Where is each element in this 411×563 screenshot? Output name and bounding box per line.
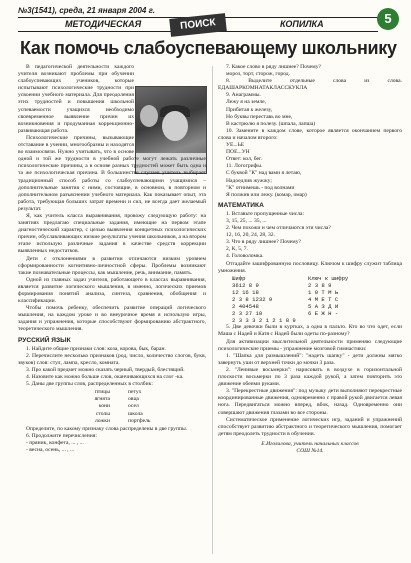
author-school: СОШ №14.: [296, 447, 324, 454]
task-item: 6. Продолжите перечисления:: [26, 432, 97, 439]
article-title: Как помочь слабоуспевающему школьнику: [20, 38, 397, 58]
task-item: 7. Какое слово в ряду лишнее? Почему?: [226, 64, 321, 70]
verse-line: "К" отнимешь - под волнами: [226, 184, 295, 191]
page-number-badge: 5: [377, 8, 399, 30]
cipher-header-row: [218, 275, 402, 282]
newspaper-logo: ПОИСК: [169, 13, 227, 37]
table-cell: птицы: [94, 389, 110, 396]
task-item: 10. Замените в каждом слове, которое является окончанием первого слова и началом второго:: [218, 127, 402, 141]
table-row: [218, 296, 402, 303]
table-cell: кони: [98, 403, 110, 410]
table-row: [218, 282, 402, 289]
task-item: ПОЕ...УН: [226, 149, 250, 156]
newspaper-page: [10, 4, 405, 556]
task-item: 2. Чем похожи и чем отличаются эти числа?: [226, 225, 331, 232]
page-header: [10, 4, 405, 36]
task-item: 3. Что в ряду лишнее? Почему?: [226, 239, 301, 246]
task-item: Отгадайте зашифрованную пословицу. Ключом к шифру служит таблица умножения.: [218, 260, 402, 274]
table-cell: портфель: [128, 417, 151, 424]
cipher-header: Шифр: [232, 274, 246, 282]
task-item: 1. Найдите общие признаки слов: коза, корова, бык, баран.: [26, 345, 166, 352]
table-cell: ложки: [94, 417, 110, 424]
verse-line: В кастрюлю я полезу. (шпала, лапша): [226, 120, 316, 127]
author-signature: [218, 441, 402, 455]
rubric-left: МЕТОДИЧЕСКАЯ: [65, 19, 142, 29]
table-cell: осел: [128, 403, 139, 410]
task-item: 11. Логогрифы.: [226, 163, 263, 170]
paragraph: Я, как учитель класса выравнивания, провожу следующую работу: на занятиях предлагаю специальные задания, имеющие на первом этапе диагностический характер, с целью выявления конкретных психологических причин, обуславливающих низкие результаты учения школьников, а на втором этапе использую различные задания в качестве средств коррекции выявленных недостатков.: [18, 212, 206, 255]
task-item: УЕ...ЬЕ: [226, 142, 245, 149]
table-cell: 2 3 8 9: [308, 281, 332, 289]
table-cell: 5 А З Д И: [308, 303, 339, 311]
table-row: [18, 389, 206, 396]
table-cell: овца: [128, 396, 139, 403]
table-row: [18, 403, 206, 410]
table-row: [18, 418, 206, 425]
paragraph: 2. "Ленивые восьмерки": нарисовать в воздухе в горизонтальной плоскости восьмерки по 3 раза каждой рукой, а затем повторить это движение обеими руками.: [218, 366, 402, 388]
table-cell: петух: [128, 389, 142, 396]
task-item: Определите, по какому признаку слова распределены в две группы.: [26, 425, 188, 432]
task-item: мороз, торт, сторож, город.: [226, 71, 291, 78]
task-item: - весна, осень, ... , ...: [26, 446, 75, 453]
rubric-right: КОПИЛКА: [280, 19, 324, 29]
word-groups-table: [18, 389, 206, 424]
left-column: [18, 64, 206, 454]
task-item: 5. Даны две группы слов, распределенных в столбик:: [26, 381, 153, 388]
paragraph: Чтобы помочь ребенку, обеспечить развитие операций логического мышления, на каждом уроке и во внеурочное время я использую игры, задания и упражнения, которые способствуют формированию абстрактного, теоретического мышления.: [18, 305, 206, 333]
table-cell: ягнята: [94, 396, 110, 403]
paragraph: 5. Две девочки были в куртках, а одна в пальто. Кто во что одет, если Маша с Надей и Катя с Надей были одеты по-разному?: [218, 324, 402, 338]
paragraph: 3. "Перекрестные движения": под музыку дети выполняют перекрестные координированные движения, одновременно с правой рукой двигается левая нога. Передвигаться можно вперед, вбок, назад. Одновременно они совершают движения глазами во все стороны.: [218, 388, 402, 416]
verse-line: Надоедлив жужжу;: [226, 177, 272, 184]
verse-line: Лежу я на земле,: [226, 99, 267, 106]
cipher-table: [218, 275, 402, 325]
table-cell: 4 М Е Т С: [308, 296, 339, 303]
column-divider: [212, 66, 213, 554]
table-row: [218, 303, 402, 310]
task-item: Ответ: кол, бег.: [226, 156, 263, 163]
task-item: - пряник, конфета, ... , ...: [26, 439, 84, 446]
task-item: 2. Перечислите несколько признаков (род, число, количество слогов, букв, звуков) слов: стул, лампа, кресло, комната.: [18, 352, 206, 366]
table-cell: 1 0 Т М Ь: [308, 288, 339, 296]
task-item: 8. Выделите отдельные слова из слова. ЕДАШАРКОМНАТАКЛАССКУКЛА: [218, 78, 402, 92]
verse-line: Но буквы переставь во мне,: [226, 113, 293, 120]
paragraph: Психологические причины, вызывающие отставание в учении, многообразны и находятся во взаимосвязи. Нужно учитывать, что в основе одной и той же трудности в учебной работе могут лежать различные психологические причины, а в основе разных трудностей может быть одна и та же психологическая причина. В большинстве случаев учитель выбирает традиционный способ работы со слабоуспевающими учащимися – дополнительные занятия с ними, состоящие, в основном, в повторном и дополнительном разъяснении учебного материала. Как показывает опыт, эта работа, требующая больших затрат времени и сил, не всегда дает желаемый результат.: [18, 134, 206, 212]
table-row: [218, 310, 402, 317]
right-column: [218, 64, 402, 455]
table-row: [218, 289, 402, 296]
task-item: 2, К, 5, 7.: [226, 246, 248, 253]
task-item: 9. Анаграммы.: [226, 92, 261, 99]
cipher-header: Ключ к шифру: [308, 274, 349, 282]
table-cell: 3612 8 9: [232, 281, 259, 289]
verse-line: С буквой "К" над вами я летаю,: [226, 170, 302, 177]
section-heading-math: МАТЕМАТИКА: [218, 201, 264, 209]
author-name: Е.Иголилова, учитель начальных классов: [261, 440, 359, 447]
table-cell: 12 16 18: [232, 288, 259, 296]
verse-line: Прибитая к железу,: [226, 106, 273, 113]
paragraph: Одной из главных задач учителя, работающего в классах выравнивания, является развитие логического мышления, в именно, логических приемов формирования понятий анализа, синтеза, сравнения, обобщения и классификации.: [18, 276, 206, 305]
table-cell: 6 Е Ж Н -: [308, 310, 339, 318]
photo-spacer: [134, 64, 206, 154]
table-cell: 2 404548: [232, 303, 259, 311]
paragraph: 1. "Шапка для размышлений": "надеть шапку" - дети должны мягко завернуть уши от верхней точки до мочки 3 раза.: [218, 352, 402, 366]
task-item: 4. Назовите как можно больше слов, оканчивающихся на слог -ка.: [26, 374, 184, 381]
task-item: 1. Вставьте пропущенные числа:: [226, 210, 305, 217]
table-row: [18, 396, 206, 403]
table-cell: столы: [95, 410, 110, 417]
task-item: 3, 15, 25, ... 35, ...: [226, 217, 267, 224]
section-heading-russian: РУССКИЙ ЯЗЫК: [18, 336, 71, 344]
paragraph: Систематическое применение логических игр, заданий и упражнений способствует развитию абстрактного и теоретического мышления, помогает детям преодолеть трудности в обучении.: [218, 416, 402, 437]
verse-line: Я полжив или лежу. (комар, омар): [226, 191, 307, 198]
table-cell: 2 3 8 1232 9: [232, 296, 273, 303]
issue-info: №3(1541), среда, 21 января 2004 г.: [18, 6, 155, 15]
table-cell: 2 3 3 3 2 1 2 1 8 9: [232, 317, 296, 325]
paragraph: Для активизации мыслительной деятельности применяю следующие психологические приемы - упражнение мозговой гимнастики:: [218, 338, 402, 352]
table-cell: школа: [128, 410, 143, 417]
task-item: 4. Головоломка.: [226, 253, 264, 260]
table-row: [18, 411, 206, 418]
task-item: 12, 16, 20, 24, 28, 32.: [226, 232, 275, 239]
paragraph: Дети с отклонениями в развитии отличаются низким уровнем сформированности когнитивно-личностной сферы. Проблемы возникают такие познавательные процессы, как мышление, речь, внимание, память.: [18, 255, 206, 276]
task-item: 3. Про какой предмет можно сказать черный, твердый, блестящий.: [26, 366, 185, 373]
paragraph: В педагогической деятельности каждого учителя возникают проблемы при обучении слабоуспевающих учеников, которые испытывают психологические трудности при усвоении учебного материала. Для преодоления этих трудностей и повышения школьной успеваемости учащихся необходимо своевременное выявление причин их возникновения и продуманная коррекционно-развивающая работа.: [18, 64, 134, 134]
table-cell: 2 3 27 10: [232, 310, 263, 318]
